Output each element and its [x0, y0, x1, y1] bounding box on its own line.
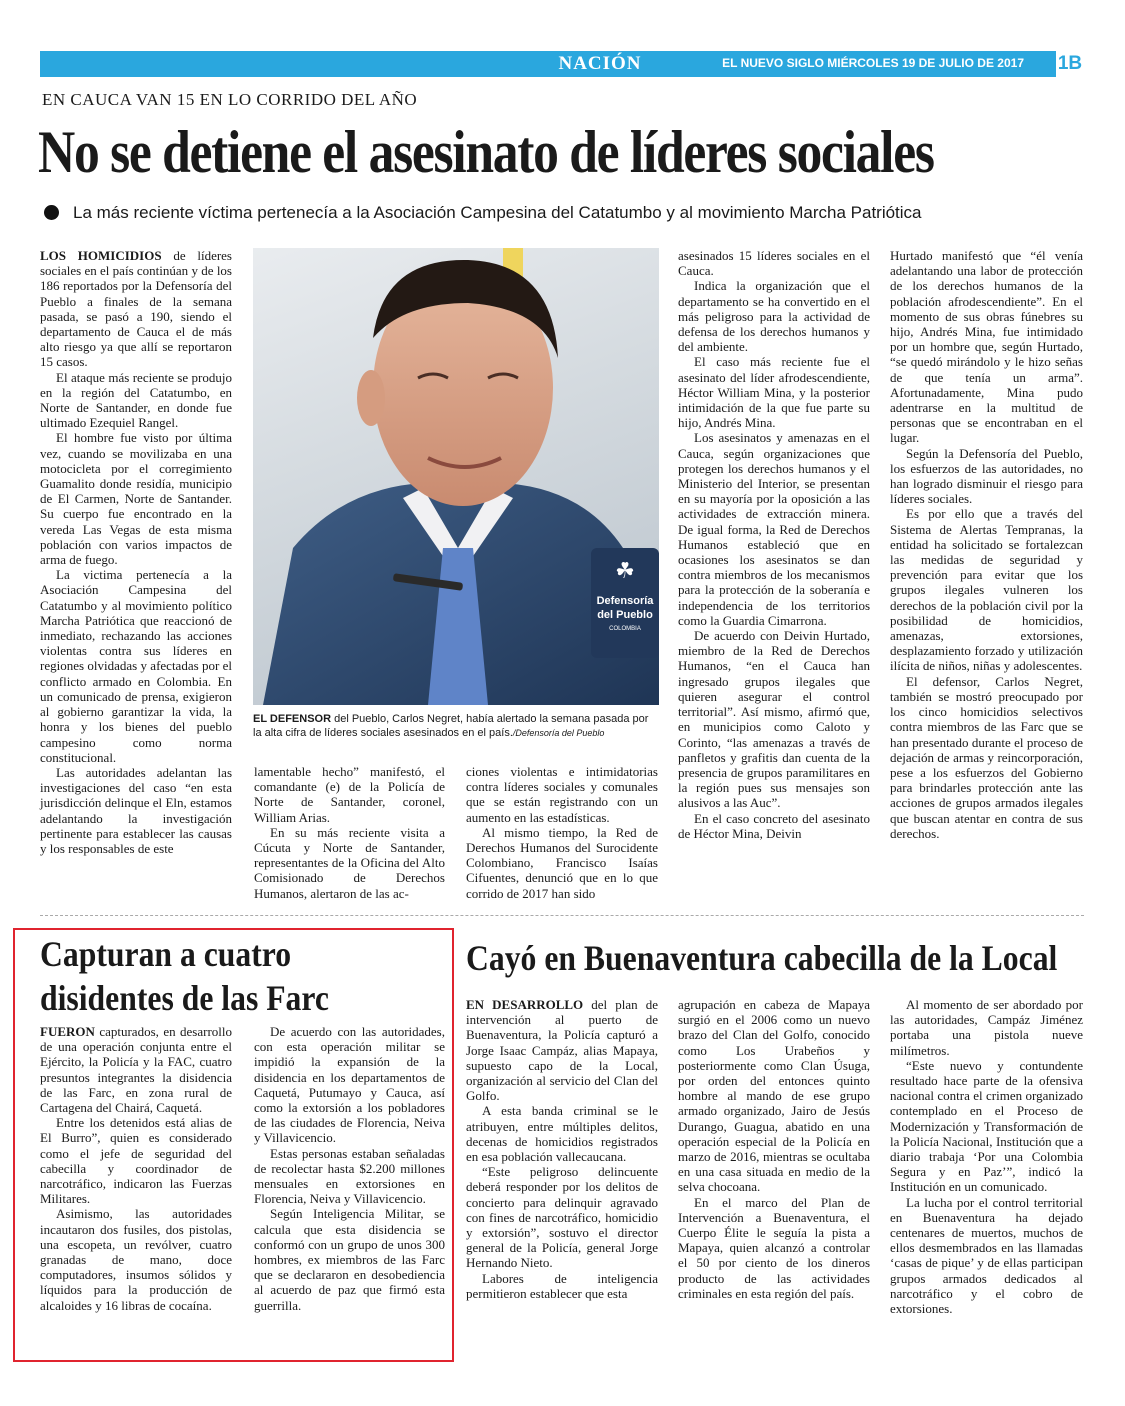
- lead-in: LOS HOMICIDIOS: [40, 248, 162, 263]
- paragraph: A esta banda criminal se le atribuyen, entre múltiples delitos, decenas de homicidios registrados en esa población vallecaucana.: [466, 1103, 658, 1165]
- paragraph: El defensor, Carlos Negret, también se mostró preocupado por los cinco homicidios selectivos contra miembros de las Farc que se han presentado durante el proceso de dejación de armas y reincorporación, pese a los esfuerzos del Gobierno para brindarles protección ante las acciones de grupos armados ilegales que buscan atentar en contra de sus derechos.: [890, 673, 1083, 841]
- local-column-2: [678, 997, 870, 1301]
- bullet-icon: [44, 205, 59, 220]
- paragraph: La victima pertenecía a la Asociación Campesina del Catatumbo y al movimiento político Marcha Patriótica que reaccionó de inmediato, rechazando las acciones violentas contra sus líderes en regiones olvidadas y afectadas por el conflicto armado en Colombia. En un comunicado de prensa, exigieron al gobierno garantizar la vida, la honra y los bienes del pueblo campesino como norma constitucional.: [40, 567, 232, 765]
- paragraph: lamentable hecho” manifestó, el comandante (e) de la Policía de Norte de Santander, coronel, William Arias.: [254, 764, 445, 825]
- paragraph: En el marco del Plan de Intervención a Buenaventura, el Cuerpo Élite le seguía la pista a Mapaya, quien alcanzó a controlar el 50 por ciento de los dineros producto de las actividades criminales en esta región del país.: [678, 1194, 870, 1301]
- paragraph: “Este peligroso delincuente deberá responder por los delitos de concierto para delinquir agravado con fines de narcotráfico, homicidio y extorsión”, sostuvo el director general de la Policía, general Jorge Hernando Nieto.: [466, 1164, 658, 1271]
- section-name: NACIÓN: [558, 53, 642, 74]
- photo-carlos-negret: [253, 248, 659, 705]
- paragraph: Las autoridades adelantan las investigaciones del caso “en esta jurisdicción delinque el Eln, estamos adelantando la investigación pertinente para establecer las causas y los responsables de este: [40, 764, 232, 856]
- paragraph: De acuerdo con Deivin Hurtado, miembro de la Red de Derechos Humanos, “en el Cauca han ingresado grupos ilegales que quieren asegurar el control territorial”. Así mismo, afirmó que, en municipios como Caloto y Corinto, “las amenazas a través de panfletos y grafitis dan cuenta de la presencia de grupos paramilitares en la región pues sus mensajes son alusivos a las Auc”.: [678, 628, 870, 811]
- subheadline: [44, 203, 922, 223]
- paragraph: de líderes sociales en el país continúan y de los 186 reportados por la Defensoría del Pueblo a finales de la semana pasada, se pasó a 190, siendo el departamento de Cauca el de más alto riesgo ya que allí se reportaron 15 casos.: [40, 248, 232, 370]
- paragraph: Asimismo, las autoridades incautaron dos fusiles, dos pistolas, una escopeta, un revólver, cuatro granadas de mano, doce computadores, insumos sólidos y líquidos para la producción de alcaloides y 16 libras de cocaína.: [40, 1206, 232, 1313]
- paragraph: “Este nuevo y contundente resultado hace parte de la ofensiva nacional contra el crimen organizado contemplado en el Proceso de Modernización y Transformación de la Policía Nacional, Institución que a diario trabaja ‘Por una Colombia Segura y en Paz’”, indicó la Institución en un comunicado.: [890, 1057, 1083, 1195]
- main-article-column-2: [254, 764, 445, 901]
- section-divider: [40, 915, 1084, 916]
- paragraph: ciones violentas e intimidatorias contra líderes sociales y comunales que se están registrando con un aumento en las estadísticas.: [466, 764, 658, 825]
- paragraph: Hurtado manifestó que “él venía adelantando una labor de protección de los derechos humanos de la población afrodescendiente”. En el momento de sus obras fúnebres su hijo, Andrés Mina, fue intimidado por un hombre que, según Hurtado, “se quedó mirándolo y le hizo señas de que tenía un arma”. Afortunadamente, Mina pudo adentrarse en la multitud de personas que se encontraban en el lugar.: [890, 248, 1083, 446]
- kicker: EN CAUCA VAN 15 EN LO CORRIDO DEL AÑO: [42, 90, 418, 109]
- caption-lead: EL DEFENSOR: [253, 713, 332, 725]
- paragraph: Al mismo tiempo, la Red de Derechos Humanos del Surocidente Colombiano, Francisco Isaías Cifuentes, denunció que en lo que corrido de 2017 han sido: [466, 824, 658, 901]
- paragraph: Según la Defensoría del Pueblo, los esfuerzos de las autoridades, no han logrado disminuir el riesgo para líderes sociales.: [890, 445, 1083, 507]
- local-column-3: [890, 997, 1083, 1316]
- badge-text-3: COLOMBIA: [609, 626, 641, 632]
- portrait-illustration: [253, 248, 659, 705]
- issue-date: EL NUEVO SIGLO MIÉRCOLES 19 DE JULIO DE 2017: [722, 56, 1024, 70]
- local-column-1: [466, 997, 658, 1301]
- badge-text-1: Defensoría: [596, 595, 654, 607]
- photo-credit: /Defensoría del Pueblo: [512, 728, 605, 738]
- paragraph: El caso más reciente fue el asesinato del líder afrodescendiente, Héctor William Mina, y la posterior intimidación de la que fue parte su hijo, Andrés Mina.: [678, 354, 870, 431]
- paragraph: capturados, en desarrollo de una operación conjunta entre el Ejército, la Policía y la FAC, cuatro presuntos integrantes la disidencia de las Farc, en zona rural de Cartagena del Chairá, Caquetá.: [40, 1024, 232, 1116]
- paragraph: Los asesinatos y amenazas en el Cauca, según organizaciones que protegen los derechos humanos y el Ministerio del Interior, se presentan en su mayoría por la oposición a las actividades de extracción minera. De igual forma, la Red de Derechos Humanos estableció que en ocasiones los asesinatos se dan contra miembros de los mecanismos para la protección de la soberanía e independencia de los territorios como la Guardia Cimarrona.: [678, 430, 870, 628]
- paragraph: Al momento de ser abordado por las autoridades, Campáz Jiménez portaba una pistola nueve milímetros.: [890, 997, 1083, 1058]
- badge-text-2: del Pueblo: [597, 609, 653, 621]
- main-headline: No se detiene el asesinato de líderes sociales: [38, 119, 934, 185]
- caption-text: del Pueblo, Carlos Negret, había alertado la semana pasada por la alta cifra de líderes sociales asesinados en el país.: [253, 713, 649, 739]
- paragraph: del plan de intervención al puerto de Buenaventura, la Policía capturó a Jorge Isaac Campáz, alias Mapaya, supuesto capo de la Local, organización al servicio del Clan del Golfo.: [466, 997, 658, 1104]
- paragraph: De acuerdo con las autoridades, con esta operación militar se impidió la expansión de la disidencia en los departamentos de Caquetá, Putumayo y Cauca, así como la extorsión a los pobladores de las ciudades de Florencia, Neiva y Villavicencio.: [254, 1024, 445, 1146]
- lead-in: FUERON: [40, 1024, 95, 1039]
- paragraph: El hombre fue visto por última vez, cuando se movilizaba en una motocicleta por el corregimiento Guamalito donde residía, municipio de El Carmen, Norte de Santander. Su cuerpo fue encontrado en la vereda Las Vegas de esta misma población con varios impactos de arma de fuego.: [40, 430, 232, 568]
- section-header-bar: [40, 51, 1084, 77]
- main-article-column-3: [466, 764, 658, 901]
- paragraph: Entre los detenidos está alias de El Burro”, quien es considerado como el jefe de seguridad del cabecilla y coordinador de narcotráfico, indicaron las Fuerzas Militares.: [40, 1115, 232, 1207]
- local-headline: Cayó en Buenaventura cabecilla de la Local: [466, 938, 1058, 978]
- paragraph: Indica la organización que el departamento se ha convertido en el más peligroso para la actividad de defensa de los derechos humanos y del ambiente.: [678, 278, 870, 355]
- subheadline-text: La más reciente víctima pertenecía a la Asociación Campesina del Catatumbo y al movimiento Marcha Patriótica: [73, 203, 922, 222]
- paragraph: En su más reciente visita a Cúcuta y Norte de Santander, representantes de la Oficina del Alto Comisionado de Derechos Humanos, alertaron de las ac-: [254, 824, 445, 901]
- paragraph: asesinados 15 líderes sociales en el Cauca.: [678, 248, 870, 279]
- lead-in: EN DESARROLLO: [466, 997, 584, 1012]
- photo-caption: [253, 712, 659, 740]
- paragraph: En el caso concreto del asesinato de Héctor Mina, Deivin: [678, 810, 870, 841]
- main-article-column-5: [890, 248, 1083, 841]
- farc-column-2: [254, 1024, 445, 1313]
- paragraph: Estas personas estaban señaladas de recolectar hasta $2.200 millones mensuales en extorsiones en Florencia, Neiva y Villavicencio.: [254, 1145, 445, 1207]
- main-article-column-4: [678, 248, 870, 841]
- farc-column-1: [40, 1024, 232, 1313]
- paragraph: Labores de inteligencia permitieron establecer que esta: [466, 1270, 658, 1301]
- farc-headline: Capturan a cuatro disidentes de las Farc: [40, 934, 329, 1018]
- paragraph: El ataque más reciente se produjo en la región del Catatumbo, en Norte de Santander, en donde fue ultimado Ezequiel Rangel.: [40, 369, 232, 431]
- paragraph: La lucha por el control territorial en Buenaventura ha dejado centenares de muertos, muchos de ellos desmembrados en las llamadas ‘casas de pique’ y de ellas participan grupos armados dedicados al narcotráfico y el cobro de extorsiones.: [890, 1194, 1083, 1317]
- paragraph: Según Inteligencia Militar, se calcula que esta disidencia se conformó con un grupo de unos 300 hombres, ex miembros de las Farc que se declararon en desobediencia al acuerdo de paz que firmó esta guerrilla.: [254, 1206, 445, 1313]
- svg-text:☘: ☘: [615, 558, 635, 583]
- paragraph: agrupación en cabeza de Mapaya surgió en el 2006 como un nuevo brazo del Clan del Golfo, conocido como Los Urabeños y posteriormente como Clan Úsuga, por orden del entonces quinto hombre al mando de ese grupo armado organizado, Jairo de Jesús Durango, Guagua, abatido en una operación especial de la Policía en marzo de 2016, mientras se ocultaba en una casa situada en medio de la selva chocoana.: [678, 997, 870, 1195]
- main-article-column-1: [40, 248, 232, 856]
- page-number: 1B: [1056, 51, 1084, 77]
- paragraph: Es por ello que a través del Sistema de Alertas Tempranas, la entidad ha solicitado se fortalezcan las medidas de seguridad y prevención para evitar que los grupos ilegales vulneren los derechos de la población civil por la posibilidad de homicidios, amenazas, extorsiones, desplazamiento forzado y utilización ilícita de niños, niñas y adolescentes.: [890, 506, 1083, 674]
